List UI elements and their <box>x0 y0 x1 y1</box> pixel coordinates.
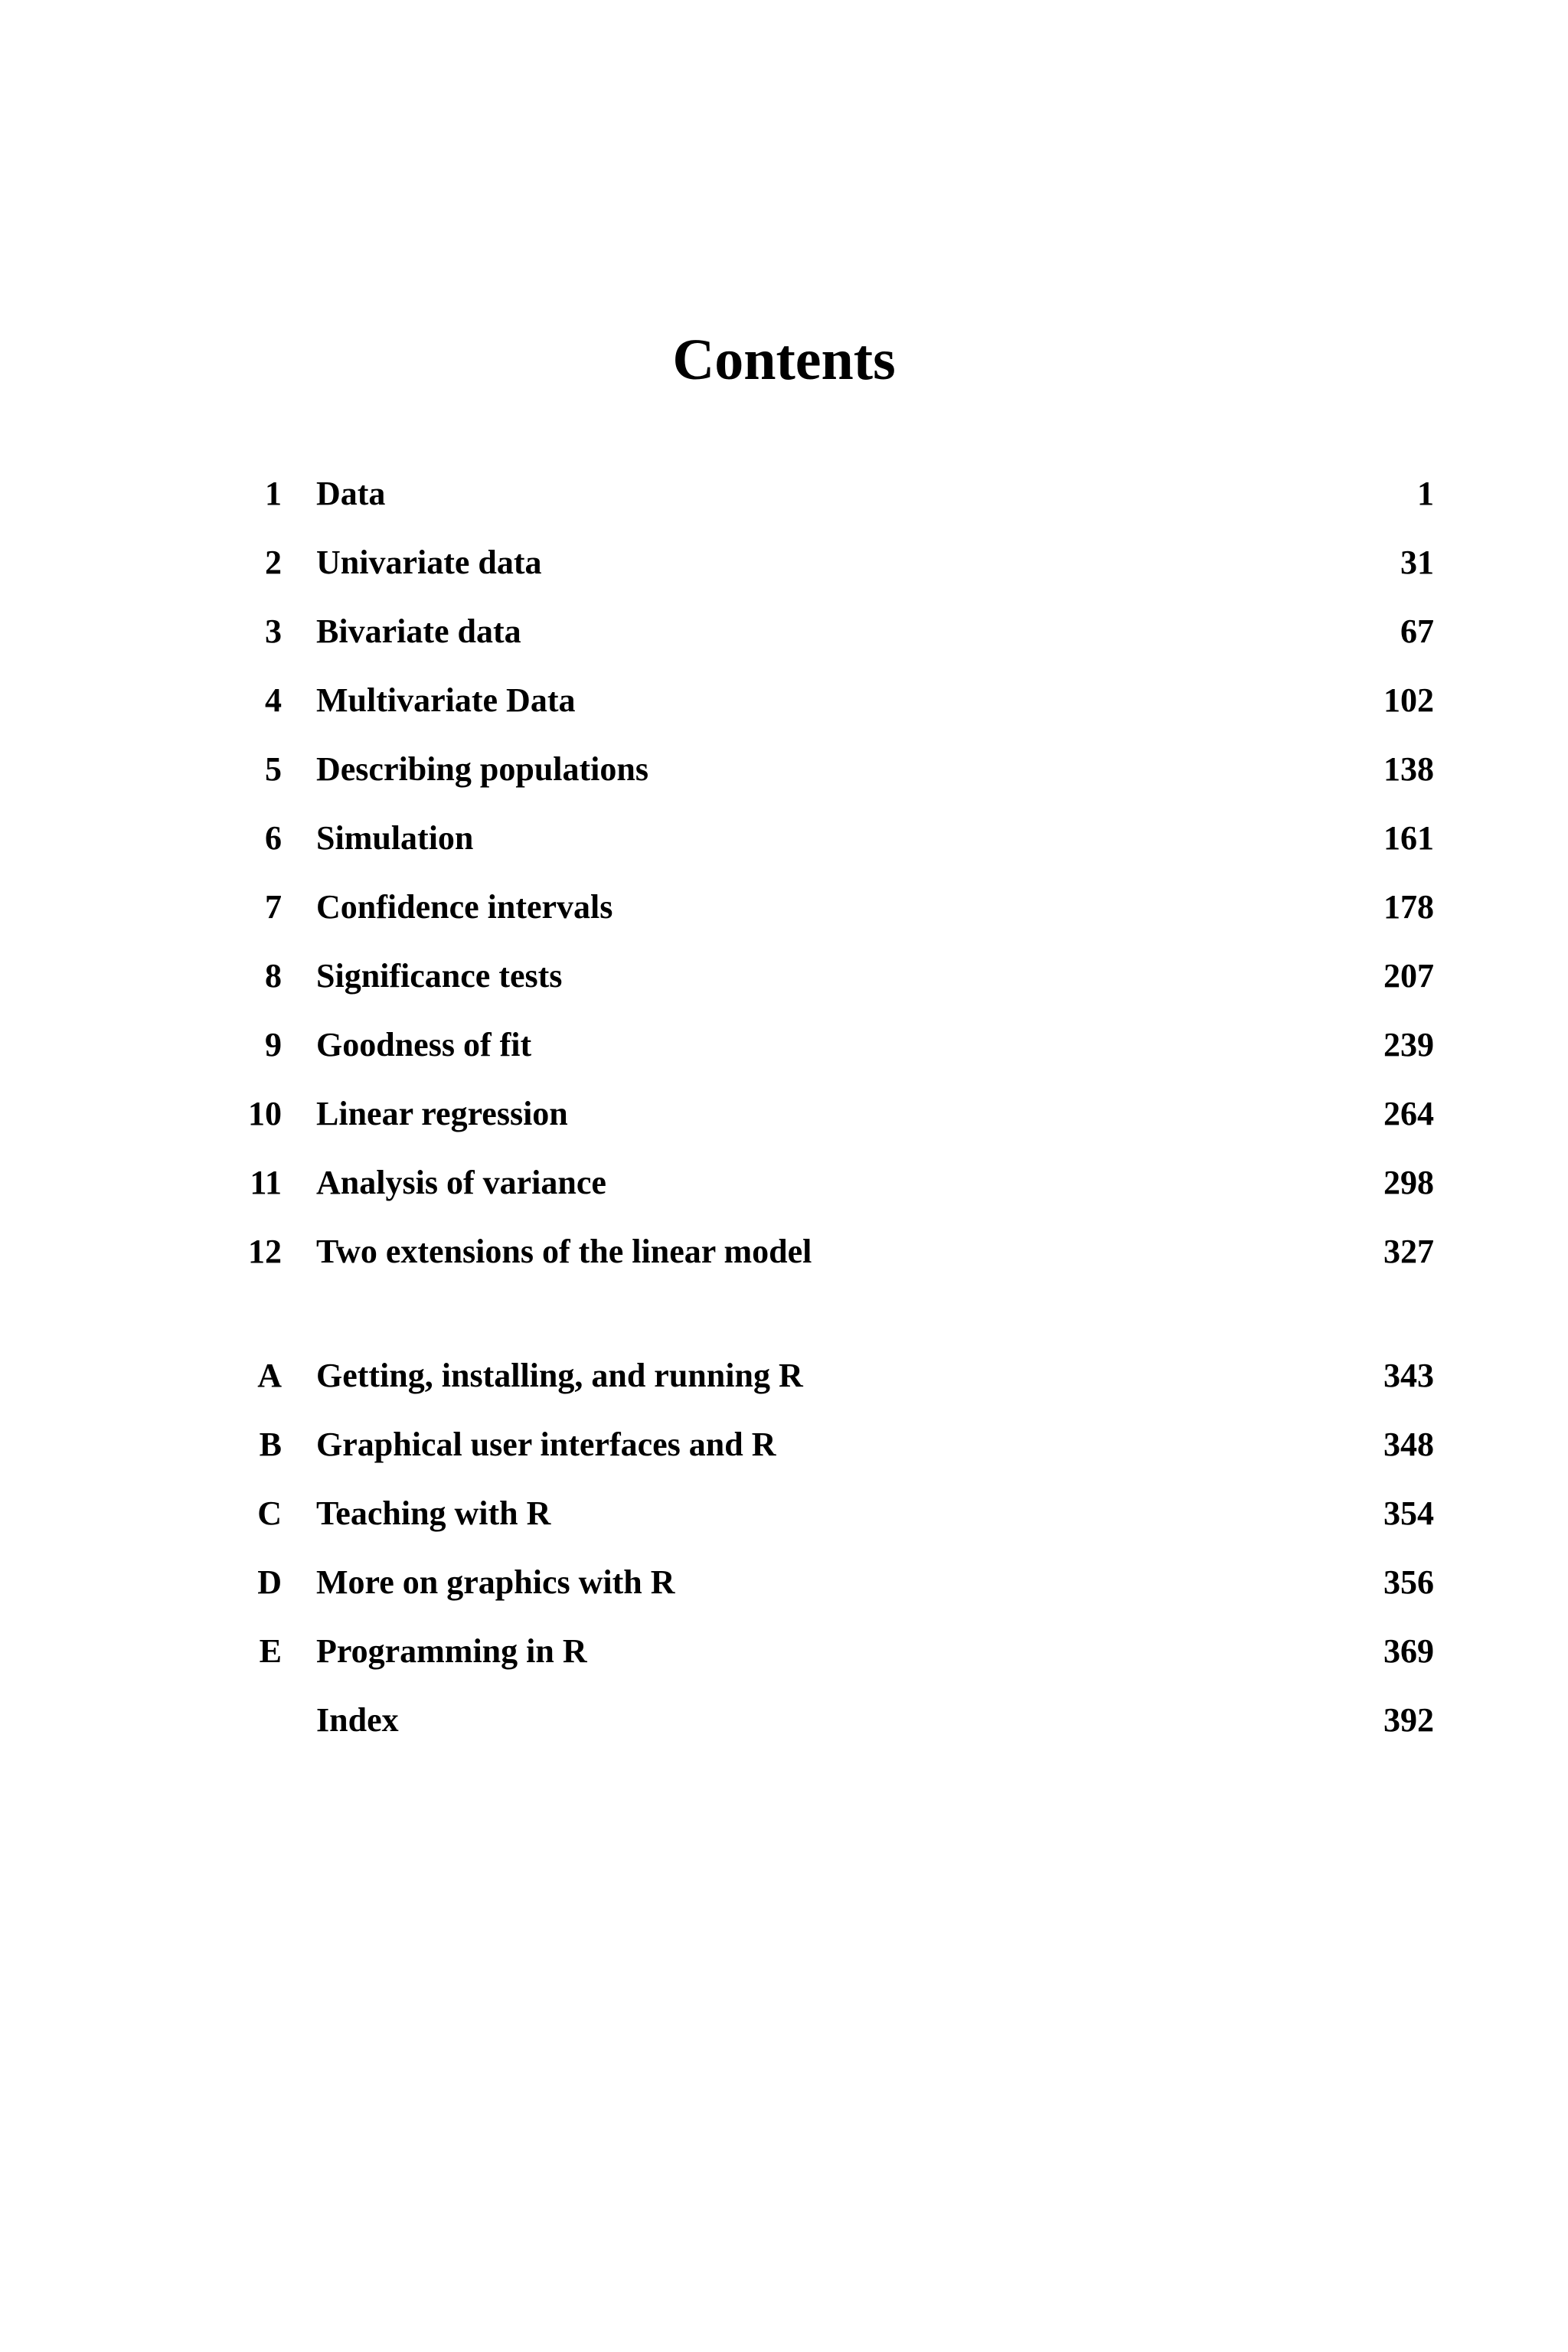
toc-entry-page: 298 <box>1383 1164 1434 1201</box>
toc-entry-appendix-c[interactable] <box>0 1487 1568 1540</box>
toc-entry-chapter-3[interactable] <box>0 605 1568 658</box>
toc-entry-title: Bivariate data <box>316 612 521 650</box>
toc-entry-appendix-a[interactable] <box>0 1349 1568 1403</box>
toc-entry-number: 1 <box>265 475 282 512</box>
toc-entry-index[interactable] <box>0 1694 1568 1747</box>
toc-entry-number: 11 <box>250 1164 282 1201</box>
toc-entry-chapter-10[interactable] <box>0 1087 1568 1141</box>
toc-entry-page: 207 <box>1383 957 1434 995</box>
toc-entry-title: Data <box>316 475 386 512</box>
toc-entry-page: 264 <box>1383 1095 1434 1132</box>
toc-entry-chapter-8[interactable] <box>0 949 1568 1003</box>
toc-entry-title: Simulation <box>316 819 474 857</box>
toc-entry-number: C <box>257 1494 282 1532</box>
toc-entry-title: Index <box>316 1701 399 1739</box>
toc-entry-chapter-9[interactable] <box>0 1018 1568 1072</box>
page-title: Contents <box>672 328 896 392</box>
toc-entry-appendix-d[interactable] <box>0 1556 1568 1609</box>
toc-entry-title: Two extensions of the linear model <box>316 1233 812 1270</box>
toc-entry-chapter-2[interactable] <box>0 536 1568 590</box>
toc-entry-page: 102 <box>1383 681 1434 719</box>
toc-entry-title: Univariate data <box>316 544 542 581</box>
toc-entry-page: 354 <box>1383 1494 1434 1532</box>
toc-entry-number: A <box>257 1357 282 1394</box>
toc-entry-title: Confidence intervals <box>316 888 613 926</box>
toc-entry-title: Programming in R <box>316 1632 587 1670</box>
toc-entry-page: 369 <box>1383 1632 1434 1670</box>
toc-entry-chapter-4[interactable] <box>0 674 1568 727</box>
toc-entry-page: 327 <box>1383 1233 1434 1270</box>
toc-entry-title: Getting, installing, and running R <box>316 1357 803 1394</box>
toc-entry-number: 2 <box>265 544 282 581</box>
toc-entry-number: 10 <box>248 1095 282 1132</box>
toc-entry-number: 4 <box>265 681 282 719</box>
toc-entry-number: B <box>259 1426 282 1463</box>
toc-entry-chapter-7[interactable] <box>0 880 1568 934</box>
toc-entry-chapter-5[interactable] <box>0 743 1568 796</box>
toc-entry-title: Multivariate Data <box>316 681 576 719</box>
toc-entry-title: More on graphics with R <box>316 1563 675 1601</box>
toc-entry-chapter-1[interactable] <box>0 467 1568 521</box>
toc-entry-number: 6 <box>265 819 282 857</box>
toc-entry-number: 12 <box>248 1233 282 1270</box>
toc-entry-appendix-b[interactable] <box>0 1418 1568 1472</box>
toc-entry-title: Linear regression <box>316 1095 568 1132</box>
toc-entry-title: Significance tests <box>316 957 563 995</box>
toc-entry-chapter-11[interactable] <box>0 1156 1568 1210</box>
toc-entry-chapter-12[interactable] <box>0 1225 1568 1279</box>
toc-entry-chapter-6[interactable] <box>0 812 1568 865</box>
toc-entry-number: E <box>259 1632 282 1670</box>
toc-entry-number: 9 <box>265 1026 282 1063</box>
toc-entry-page: 356 <box>1383 1563 1434 1601</box>
toc-entry-title: Analysis of variance <box>316 1164 606 1201</box>
toc-entry-title: Teaching with R <box>316 1494 551 1532</box>
toc-entry-page: 239 <box>1383 1026 1434 1063</box>
toc-entry-page: 161 <box>1383 819 1434 857</box>
toc-entry-title: Describing populations <box>316 750 648 788</box>
toc-entry-number: 5 <box>265 750 282 788</box>
toc-entry-number: 3 <box>265 612 282 650</box>
toc-entry-appendix-e[interactable] <box>0 1625 1568 1678</box>
toc-entry-page: 138 <box>1383 750 1434 788</box>
toc-entry-page: 348 <box>1383 1426 1434 1463</box>
toc-entry-page: 67 <box>1400 612 1434 650</box>
toc-entry-title: Graphical user interfaces and R <box>316 1426 776 1463</box>
toc-entry-number: 7 <box>265 888 282 926</box>
toc-entry-number: 8 <box>265 957 282 995</box>
toc-entry-number: D <box>257 1563 282 1601</box>
toc-entry-page: 392 <box>1383 1701 1434 1739</box>
toc-entry-title: Goodness of fit <box>316 1026 532 1063</box>
toc-entry-page: 343 <box>1383 1357 1434 1394</box>
toc-entry-page: 31 <box>1400 544 1434 581</box>
toc-entry-page: 178 <box>1383 888 1434 926</box>
toc-entry-page: 1 <box>1417 475 1434 512</box>
